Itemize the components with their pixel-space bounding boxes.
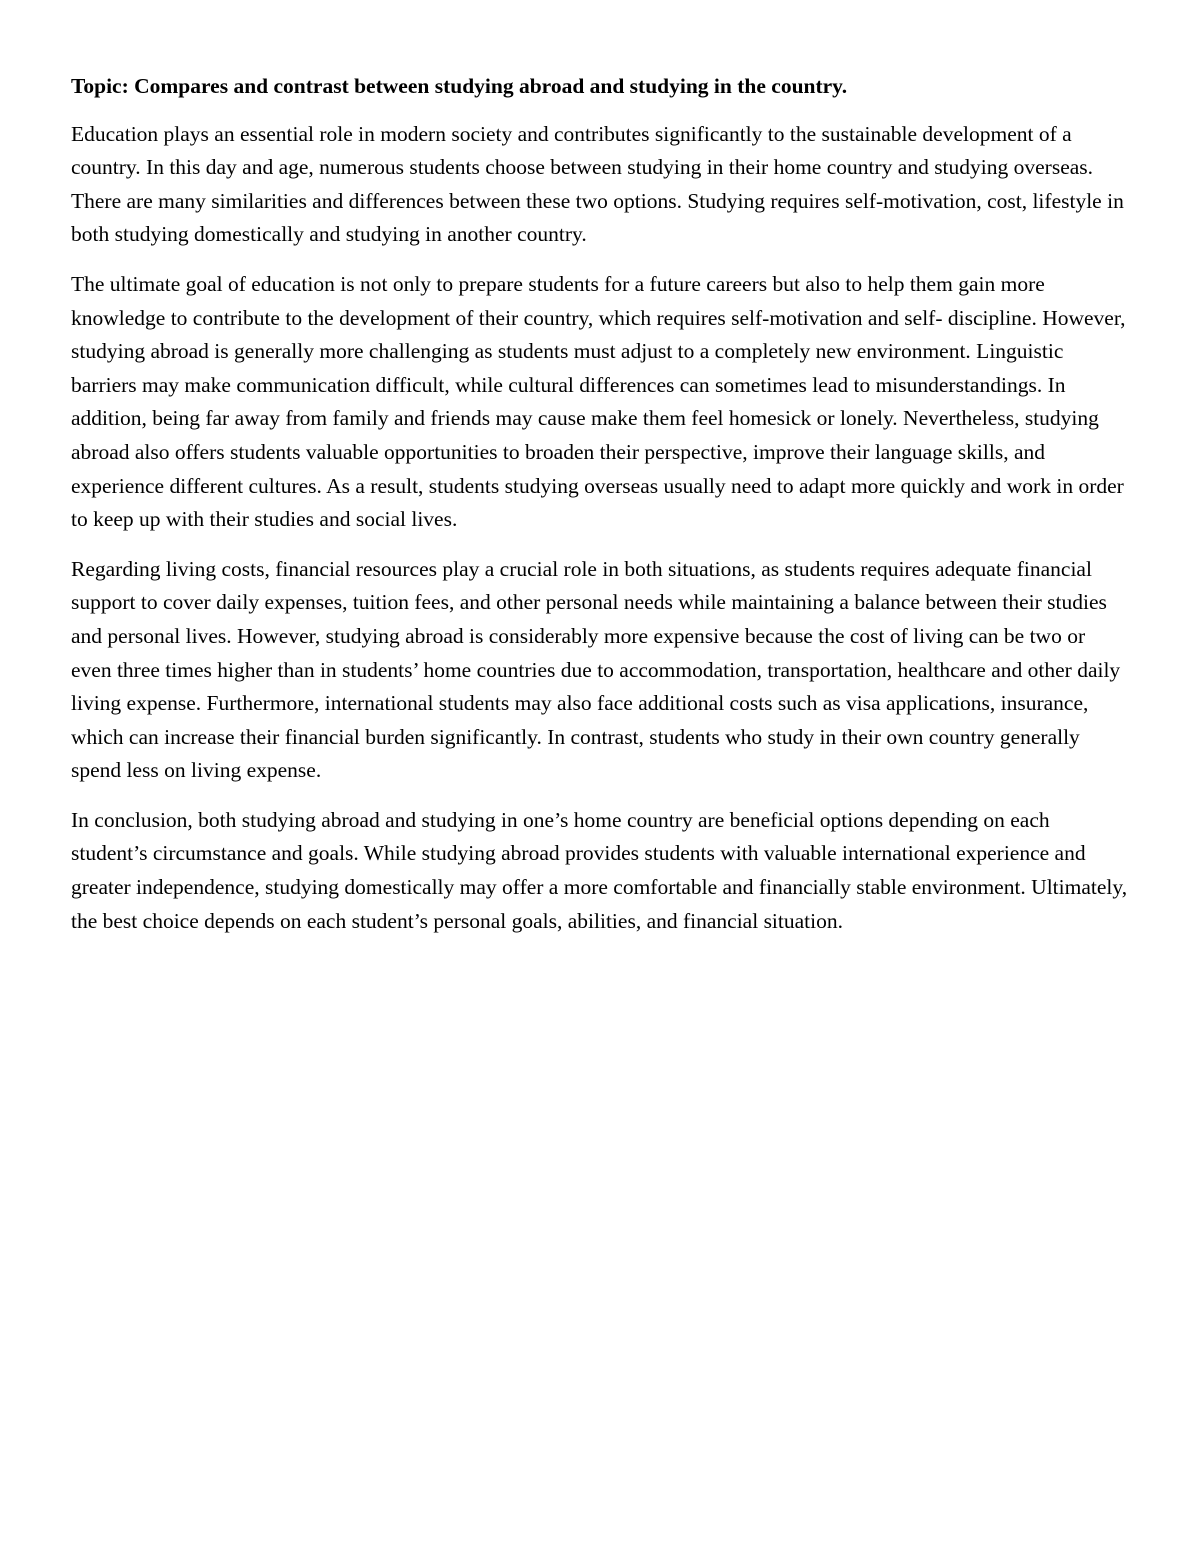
paragraph-conclusion: In conclusion, both studying abroad and studying in one’s home country are beneficial options depending on each student’s circumstance and goals. While studying abroad provides students with valuable international experience and greater independence, studying domestically may offer a more comfortable and financially stable environment. Ultimately, the best choice depends on each student’s personal goals, abilities, and financial situation.	[71, 807, 1128, 933]
paragraph-introduction: Education plays an essential role in modern society and contributes significantly to the sustainable development of a country. In this day and age, numerous students choose between studying in their home country and studying overseas. There are many similarities and differences between these two options. Studying requires self-motivation, cost, lifestyle in both studying domestically and studying in another country.	[71, 121, 1124, 247]
paragraph-living-costs: Regarding living costs, financial resources play a crucial role in both situations, as students requires adequate financial support to cover daily expenses, tuition fees, and other personal needs while maintaining a balance between their studies and personal lives. However, studying abroad is considerably more expensive because the cost of living can be two or even three times higher than in students’ home countries due to accommodation, transportation, healthcare and other daily living expense. Furthermore, international students may also face additional costs such as visa applications, insurance, which can increase their financial burden significantly. In contrast, students who study in their own country generally spend less on living expense.	[71, 556, 1121, 783]
document-page	[71, 70, 1129, 954]
document-topic: Topic: Compares and contrast between studying abroad and studying in the country.	[71, 74, 848, 98]
paragraph-self-motivation: The ultimate goal of education is not only to prepare students for a future careers but also to help them gain more knowledge to contribute to the development of their country, which requires self-motivation and self- discipline. However, studying abroad is generally more challenging as students must adjust to a completely new environment. Linguistic barriers may make communication difficult, while cultural differences can sometimes lead to misunderstandings. In addition, being far away from family and friends may cause make them feel homesick or lonely. Nevertheless, studying abroad also offers students valuable opportunities to broaden their perspective, improve their language skills, and experience different cultures. As a result, students studying overseas usually need to adapt more quickly and work in order to keep up with their studies and social lives.	[71, 271, 1126, 532]
